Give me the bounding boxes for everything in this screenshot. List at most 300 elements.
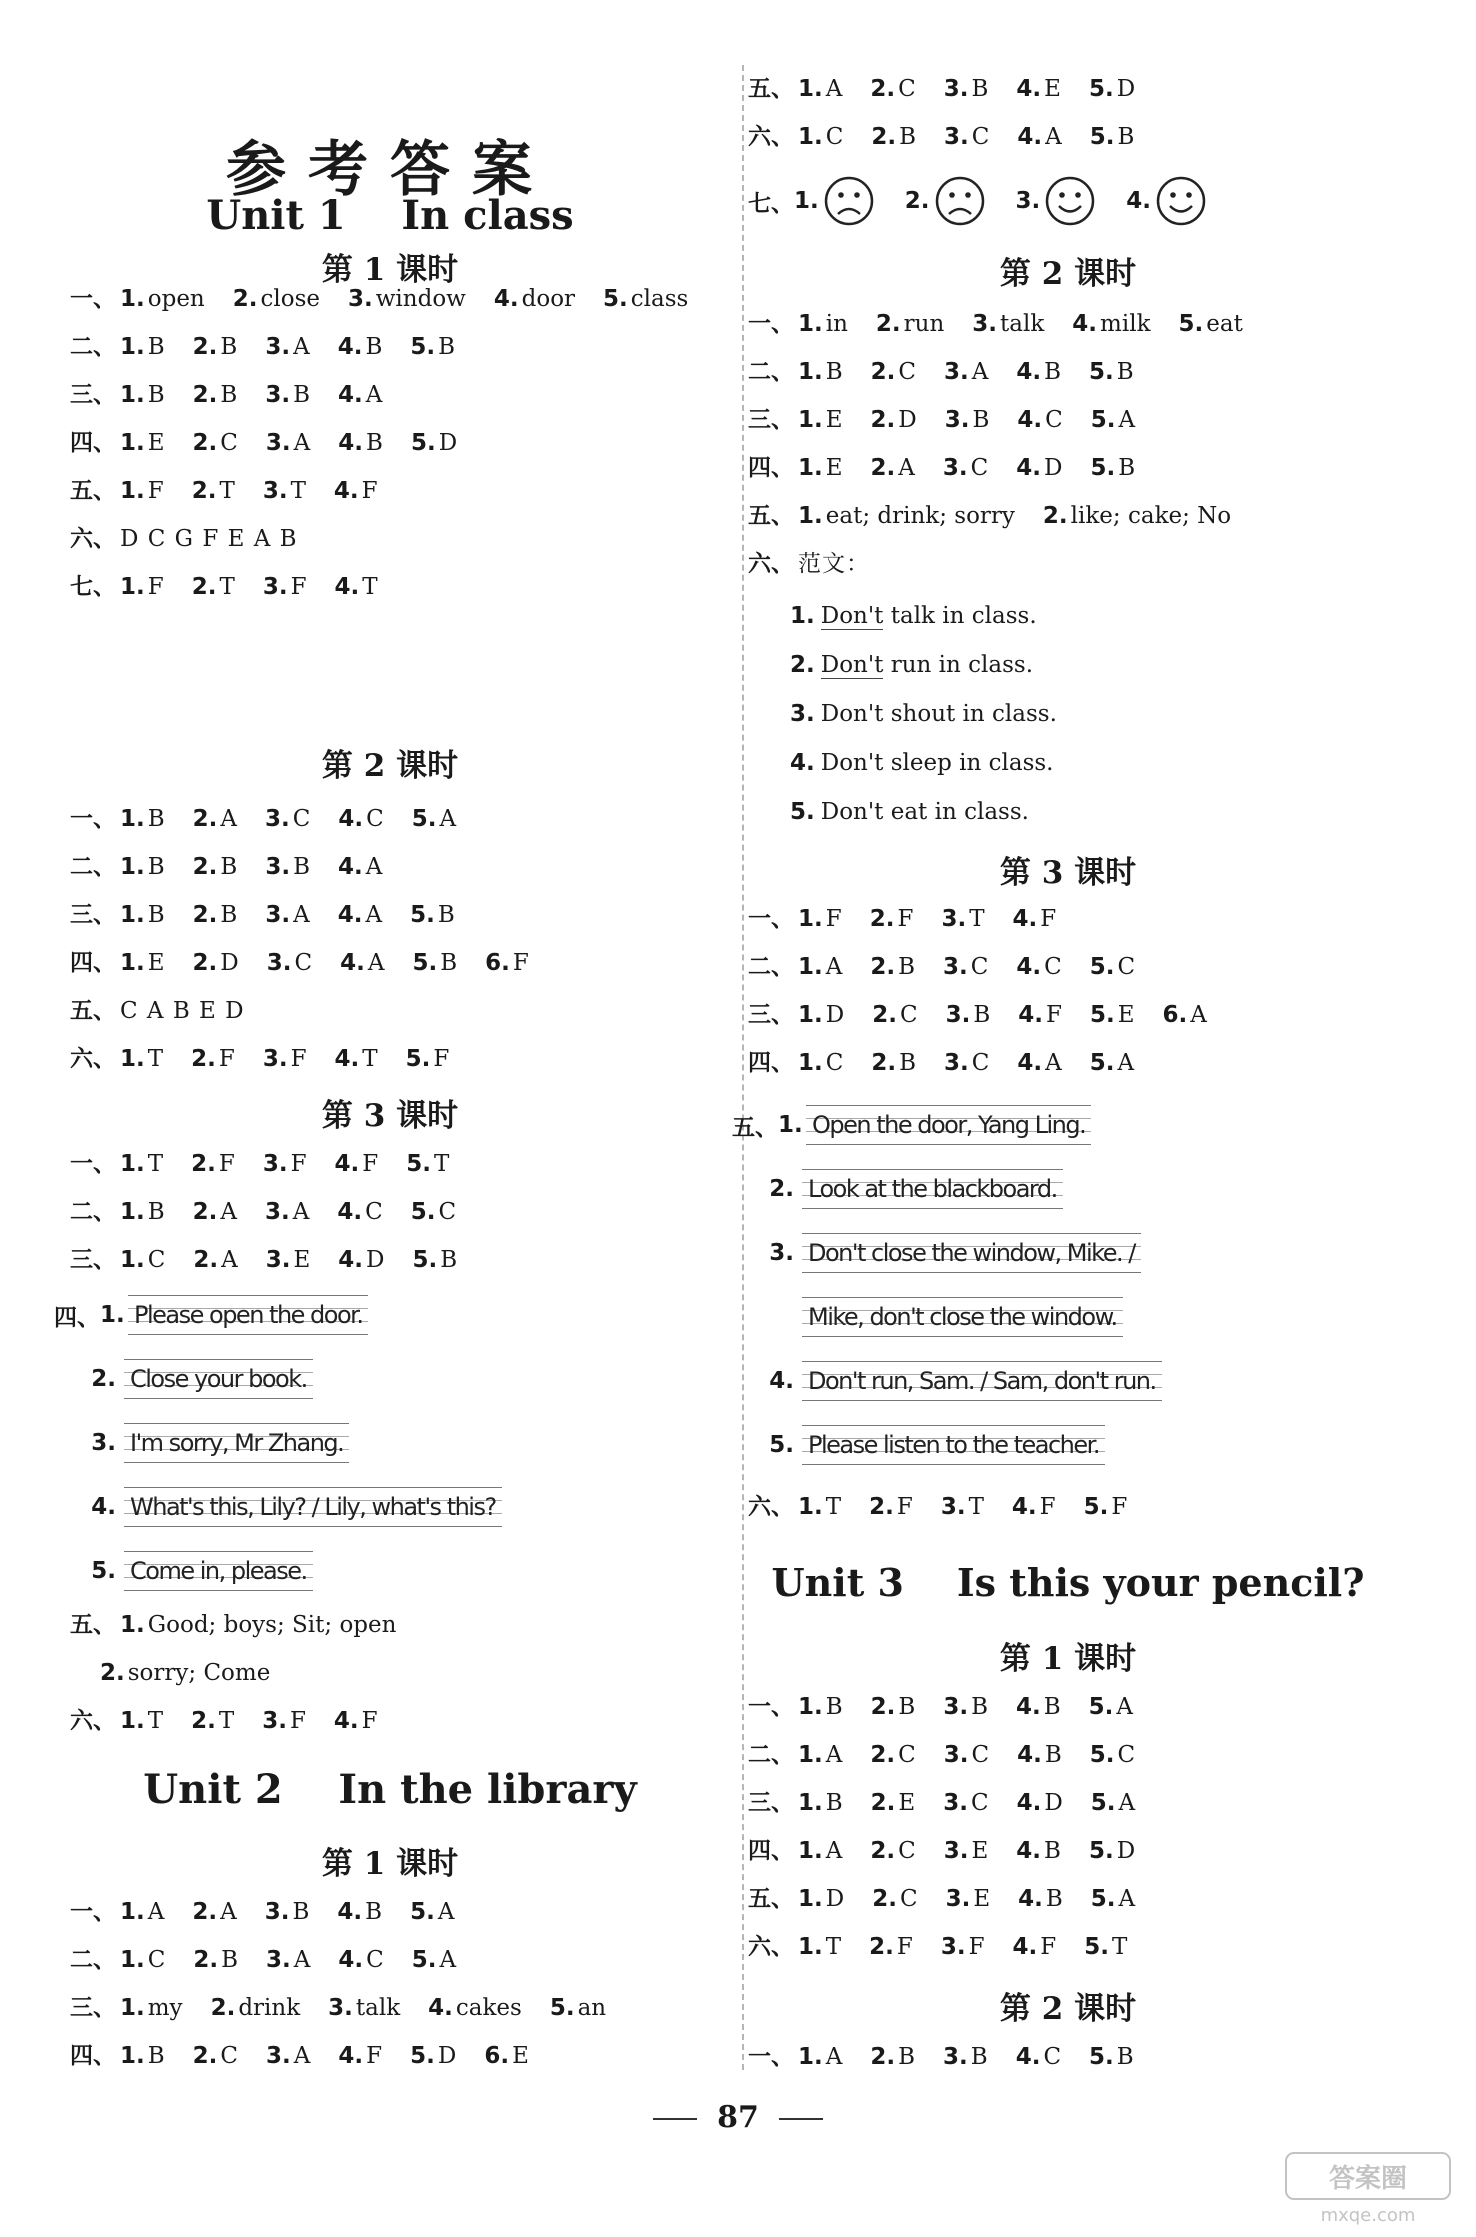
item-number: 2. [870, 954, 896, 980]
item-number: 1. [120, 574, 145, 600]
handwritten-answer: Open the door, Yang Ling. [806, 1105, 1091, 1145]
answer-row [748, 2033, 1162, 2081]
unit-2-lesson-3-answers [748, 895, 1235, 1087]
item-answer: C [1043, 2044, 1062, 2070]
item-answer: E [147, 430, 165, 456]
answer-item [428, 1995, 522, 2021]
section-label: 四、 [748, 455, 794, 481]
item-answer: B [970, 2044, 988, 2070]
item-answer: C [220, 430, 238, 456]
item-number: 3. [348, 286, 373, 312]
answer-item [338, 1947, 383, 1973]
item-answer: C [971, 1742, 990, 1768]
item-number: 1. [798, 503, 823, 529]
answer-row [70, 1140, 485, 1188]
item-number: 2. [192, 1199, 218, 1225]
essay-line [748, 739, 1057, 788]
item-answer: D [1044, 455, 1063, 481]
item-answer: B [147, 854, 165, 880]
answer-item [266, 430, 310, 456]
item-number: 3. [91, 1430, 116, 1456]
section-label: 二、 [748, 1742, 794, 1768]
answer-item [193, 2043, 238, 2069]
unit-1-title: Unit 1 In class [206, 192, 574, 239]
answer-row [70, 1936, 634, 1984]
section-label: 四、 [748, 1050, 794, 1076]
item-answer: T [219, 574, 235, 600]
answer-item [233, 286, 320, 312]
item-number: 3. [943, 954, 968, 980]
answer-item [1090, 455, 1135, 481]
item-number: 1. [798, 76, 823, 102]
item-number: 3. [940, 1934, 966, 1960]
answer-item [1072, 311, 1150, 337]
section-label: 二、 [70, 1199, 116, 1225]
section-label: 四、 [70, 2043, 116, 2069]
answer-item [120, 1046, 163, 1072]
handwritten-answer: Don't close the window, Mike. / [802, 1233, 1141, 1273]
item-number: 1. [798, 1838, 823, 1864]
answer-item [120, 902, 165, 928]
item-number: 2. [192, 854, 218, 880]
item-number: 1. [798, 1886, 823, 1912]
item-number: 3. [265, 334, 291, 360]
answer-row [70, 563, 716, 611]
answer-row [748, 1779, 1163, 1827]
item-answer: B [1044, 359, 1062, 385]
answer-item [348, 286, 466, 312]
item-number: 4. [1017, 407, 1043, 433]
answer-item [871, 359, 916, 385]
answer-row [748, 943, 1235, 991]
answer-item [1016, 1838, 1061, 1864]
handwritten-answer: Don't run, Sam. / Sam, don't run. [802, 1361, 1162, 1401]
answer-item [943, 2044, 988, 2070]
answer-item [872, 1886, 917, 1912]
item-number: 1. [120, 478, 145, 504]
item-answer: B [220, 382, 238, 408]
section-label: 六、 [70, 1708, 116, 1734]
answer-item [946, 1886, 991, 1912]
item-number: 1. [798, 954, 823, 980]
item-answer: B [293, 382, 310, 408]
section-label: 五、 [70, 998, 116, 1024]
item-number: 1. [100, 1302, 125, 1328]
answer-item [100, 1660, 270, 1686]
item-number: 3. [266, 2043, 291, 2069]
item-number: 4. [337, 334, 363, 360]
answer-item [1017, 124, 1061, 150]
handwriting-row [70, 1539, 502, 1603]
item-answer: B [147, 334, 165, 360]
item-number: 3. [262, 1046, 288, 1072]
answer-item [1016, 2044, 1061, 2070]
answer-item [120, 950, 165, 976]
section-label: 一、 [70, 806, 116, 832]
item-number: 3. [262, 574, 288, 600]
section-label: 三、 [748, 407, 794, 433]
item-number: 3. [1015, 188, 1041, 214]
watermark-logo [1278, 2147, 1458, 2227]
unit-1-lesson-3-handwriting [54, 1283, 502, 1603]
answer-item [406, 1151, 449, 1177]
answer-item [120, 334, 165, 360]
item-answer: F [289, 1708, 306, 1734]
item-number: 2. [191, 1708, 216, 1734]
item-answer: F [366, 2043, 383, 2069]
item-answer: C [970, 1790, 989, 1816]
item-answer: E [1044, 76, 1061, 102]
answer-item [192, 1899, 236, 1925]
item-answer: A [365, 854, 383, 880]
item-answer: eat [1206, 311, 1243, 337]
section-label: 六、 [748, 124, 794, 150]
item-number: 5. [1089, 359, 1114, 385]
item-answer: C [898, 76, 916, 102]
answer-item [1013, 906, 1057, 932]
item-number: 2. [232, 286, 258, 312]
answer-text: C A B E D [120, 998, 245, 1024]
answer-row [70, 323, 716, 371]
item-number: 2. [870, 455, 896, 481]
item-answer: B [898, 1694, 916, 1720]
answer-item [265, 334, 309, 360]
answer-row [748, 65, 1163, 113]
answer-item [334, 478, 378, 504]
answer-item [944, 1050, 989, 1076]
item-answer: T [362, 574, 378, 600]
item-number: 3. [943, 1790, 968, 1816]
item-number: 1. [120, 1612, 145, 1638]
item-answer: A [365, 902, 383, 928]
item-number: 4. [334, 1046, 360, 1072]
item-number: 2. [192, 2043, 218, 2069]
item-number: 1. [120, 854, 145, 880]
unit-3-lesson-1-title: 第 1 课时 [999, 1641, 1137, 1677]
answer-item [334, 1708, 378, 1734]
answer-item [1084, 1934, 1127, 1960]
item-answer: E [1117, 1002, 1135, 1028]
item-answer: class [630, 286, 689, 312]
answer-item [944, 1838, 989, 1864]
section-label: 四、 [748, 1838, 794, 1864]
item-answer: eat; drink; sorry [825, 503, 1015, 529]
section-label: 五、 [70, 1612, 116, 1638]
item-answer: D [1116, 1838, 1136, 1864]
item-number: 3. [266, 950, 292, 976]
item-answer: C [366, 806, 384, 832]
unit-2-lesson-1-answers [70, 1888, 634, 2080]
unit-2-lesson-1-title: 第 1 课时 [321, 1846, 459, 1882]
item-number: 4. [493, 286, 519, 312]
item-answer: B [899, 1050, 917, 1076]
item-number: 5. [410, 902, 435, 928]
unit-2-lesson-2-title: 第 2 课时 [999, 256, 1137, 292]
item-number: 3. [265, 1247, 291, 1273]
section-label: 一、 [70, 286, 116, 312]
answer-item [120, 854, 165, 880]
answer-row [70, 2032, 634, 2080]
item-answer: D [825, 1002, 845, 1028]
answer-item [941, 1494, 984, 1520]
item-number: 1. [120, 1199, 145, 1225]
item-answer: F [896, 1934, 913, 1960]
item-answer: D [437, 2043, 457, 2069]
item-number: 5. [1089, 2044, 1114, 2070]
unit-3-lesson-2-answers [748, 2033, 1162, 2081]
answer-row [748, 492, 1271, 540]
answer-item [870, 906, 914, 932]
item-answer: A [825, 76, 843, 102]
answer-row [70, 1188, 485, 1236]
section-label: 六、 [748, 551, 794, 577]
answer-item [337, 1899, 382, 1925]
answer-item [944, 1742, 989, 1768]
item-answer: T [1112, 1934, 1128, 1960]
item-number: 5. [1084, 1934, 1109, 1960]
answer-item [335, 1046, 378, 1072]
item-number: 5. [1088, 1694, 1114, 1720]
answer-item [798, 1494, 841, 1520]
item-number: 2. [870, 1838, 896, 1864]
item-number: 1. [798, 906, 823, 932]
item-number: 5. [406, 1151, 431, 1177]
item-answer: F [1039, 1494, 1056, 1520]
answer-row [748, 895, 1235, 943]
item-number: 1. [120, 430, 145, 456]
item-number: 6. [484, 2043, 510, 2069]
answer-item [1043, 503, 1231, 529]
answer-item [120, 1612, 396, 1638]
answer-item [870, 954, 915, 980]
svg-text:mxqe.com: mxqe.com [1320, 2205, 1416, 2226]
item-number: 4. [1016, 359, 1042, 385]
item-answer: B [971, 76, 989, 102]
answer-item [120, 430, 165, 456]
answer-item [337, 1199, 382, 1225]
item-number: 5. [1089, 124, 1115, 150]
handwriting-row [70, 1347, 502, 1411]
item-answer: like; cake; No [1070, 503, 1232, 529]
item-number: 5. [769, 1432, 794, 1458]
answer-item [798, 124, 843, 150]
answer-item [798, 1886, 844, 1912]
answer-item [335, 574, 378, 600]
answer-row [70, 515, 716, 563]
item-number: 2. [869, 906, 895, 932]
answer-item [871, 455, 915, 481]
item-answer: A [293, 902, 310, 928]
item-number: 3. [942, 455, 968, 481]
answer-item [267, 950, 312, 976]
item-number: 5. [1090, 1886, 1116, 1912]
essay-line [748, 592, 1057, 641]
answer-item [1090, 1050, 1134, 1076]
answer-item [193, 382, 238, 408]
item-number: 4. [337, 902, 363, 928]
unit-2-lesson-3-handwriting [732, 1093, 1162, 1477]
item-number: 4. [334, 574, 360, 600]
item-answer: F [1040, 1934, 1057, 1960]
item-answer: A [825, 2044, 843, 2070]
item-answer: B [293, 854, 310, 880]
answer-item [1091, 1790, 1135, 1816]
section-label: 四、 [54, 1304, 100, 1331]
item-answer: A [439, 1947, 457, 1973]
item-number: 2. [193, 1247, 219, 1273]
answer-row [70, 1601, 424, 1649]
item-answer: F [290, 1046, 307, 1072]
answer-item [798, 1790, 843, 1816]
item-answer: F [290, 1151, 307, 1177]
item-answer: B [366, 430, 383, 456]
item-number: 4. [1016, 954, 1042, 980]
item-number: 5. [1089, 954, 1115, 980]
item-number: 4. [338, 430, 364, 456]
item-number: 4. [1017, 1050, 1043, 1076]
answer-item [266, 1947, 310, 1973]
answer-item [410, 334, 455, 360]
item-answer: F [897, 906, 914, 932]
item-answer: E [512, 2043, 529, 2069]
handwriting-row [732, 1093, 1162, 1157]
item-number: 1. [120, 1947, 145, 1973]
item-answer: E [825, 455, 843, 481]
answer-item [1089, 1694, 1133, 1720]
item-number: 2. [869, 1494, 894, 1520]
item-answer: B [147, 382, 165, 408]
item-number: 3. [941, 906, 967, 932]
item-number: 2. [872, 1002, 897, 1028]
item-answer: E [293, 1247, 311, 1273]
item-answer: B [147, 1199, 165, 1225]
answer-item [972, 311, 1044, 337]
unit-1-lesson-2-title: 第 2 课时 [321, 748, 459, 784]
answer-item [1017, 1050, 1061, 1076]
handwriting-row [748, 1221, 1162, 1285]
item-answer: talk [1000, 311, 1045, 337]
item-number: 2. [870, 407, 896, 433]
answer-item [120, 1708, 163, 1734]
answer-item [550, 1995, 606, 2021]
answer-item [1084, 1494, 1128, 1520]
answer-item [120, 2043, 165, 2069]
section-label: 三、 [70, 1247, 116, 1273]
item-number: 3. [943, 2044, 968, 2070]
item-number: 4. [337, 1199, 363, 1225]
item-answer: A [1116, 1694, 1133, 1720]
unit-1-lesson-1-title: 第 1 课时 [321, 252, 459, 288]
item-number: 5. [1090, 407, 1116, 433]
answer-item [410, 2043, 456, 2069]
item-number: 4. [1018, 1002, 1043, 1028]
item-number: 1. [120, 1046, 145, 1072]
item-answer: C [294, 950, 313, 976]
page-number [0, 2100, 1476, 2135]
item-answer: F [1111, 1494, 1128, 1520]
answer-item [120, 286, 205, 312]
answer-item [941, 906, 984, 932]
section-label: 二、 [70, 1947, 116, 1973]
section-label: 三、 [748, 1002, 794, 1028]
item-number: 2. [192, 950, 218, 976]
answer-item [484, 2043, 529, 2069]
item-answer: A [293, 430, 311, 456]
answer-item [120, 478, 164, 504]
section-label: 二、 [748, 359, 794, 385]
answer-item [193, 1247, 237, 1273]
item-answer: A [1118, 1790, 1136, 1816]
item-number: 2. [875, 311, 901, 337]
item-number: 5. [410, 430, 436, 456]
answer-row [70, 1697, 424, 1745]
unit-3-title: Unit 3 Is this your pencil? [771, 1560, 1365, 1605]
answer-item [191, 1708, 234, 1734]
item-answer: F [147, 574, 164, 600]
item-answer: B [221, 1947, 239, 1973]
item-number: 4. [1017, 124, 1043, 150]
essay-text: run in class. [883, 652, 1034, 678]
answer-item [265, 806, 310, 832]
answer-item [798, 906, 842, 932]
item-number: 3. [944, 1050, 969, 1076]
item-number: 5. [1088, 1838, 1114, 1864]
essay-line [748, 690, 1057, 739]
unit-2-lesson-3-answers-2 [748, 1483, 1155, 1531]
answer-item [412, 806, 456, 832]
answer-item [798, 954, 842, 980]
answer-item [191, 1151, 235, 1177]
item-number: 5. [411, 806, 437, 832]
item-answer: A [1117, 1050, 1135, 1076]
unit-1-lesson-3-answers-2 [70, 1601, 424, 1745]
answer-row [748, 113, 1163, 161]
handwritten-answer: Close your book. [124, 1359, 313, 1399]
answer-item [1089, 359, 1134, 385]
unit-1-lesson-2-answers [70, 795, 557, 1083]
answer-item [193, 806, 237, 832]
unit-1-lesson-3-title: 第 3 课时 [321, 1098, 459, 1134]
answer-item [798, 407, 843, 433]
handwriting-row [54, 1283, 502, 1347]
answer-item [603, 286, 688, 312]
item-number: 1. [120, 382, 145, 408]
section-label: 五、 [748, 1886, 794, 1912]
item-answer: F [1040, 906, 1057, 932]
item-number: 1. [798, 1742, 823, 1768]
item-number: 3. [266, 1947, 291, 1973]
answer-item [798, 76, 842, 102]
answer-row [70, 939, 557, 987]
section-label: 三、 [70, 382, 116, 408]
item-answer: F [825, 906, 842, 932]
answer-text: D C G F E A B [120, 526, 298, 552]
answer-item [798, 359, 843, 385]
item-number: 5. [790, 799, 815, 825]
item-answer: C [898, 1838, 916, 1864]
item-number: 5. [1089, 1050, 1115, 1076]
section-label: 六、 [70, 526, 116, 552]
item-answer: A [293, 1947, 311, 1973]
item-answer: milk [1100, 311, 1151, 337]
answer-row [748, 1039, 1235, 1087]
item-answer: C [147, 1247, 166, 1273]
item-answer: T [290, 478, 306, 504]
item-number: 1. [778, 1112, 803, 1138]
item-answer: C [292, 806, 311, 832]
item-answer: B [1116, 359, 1134, 385]
essay-text: Don't shout in class. [820, 701, 1057, 727]
